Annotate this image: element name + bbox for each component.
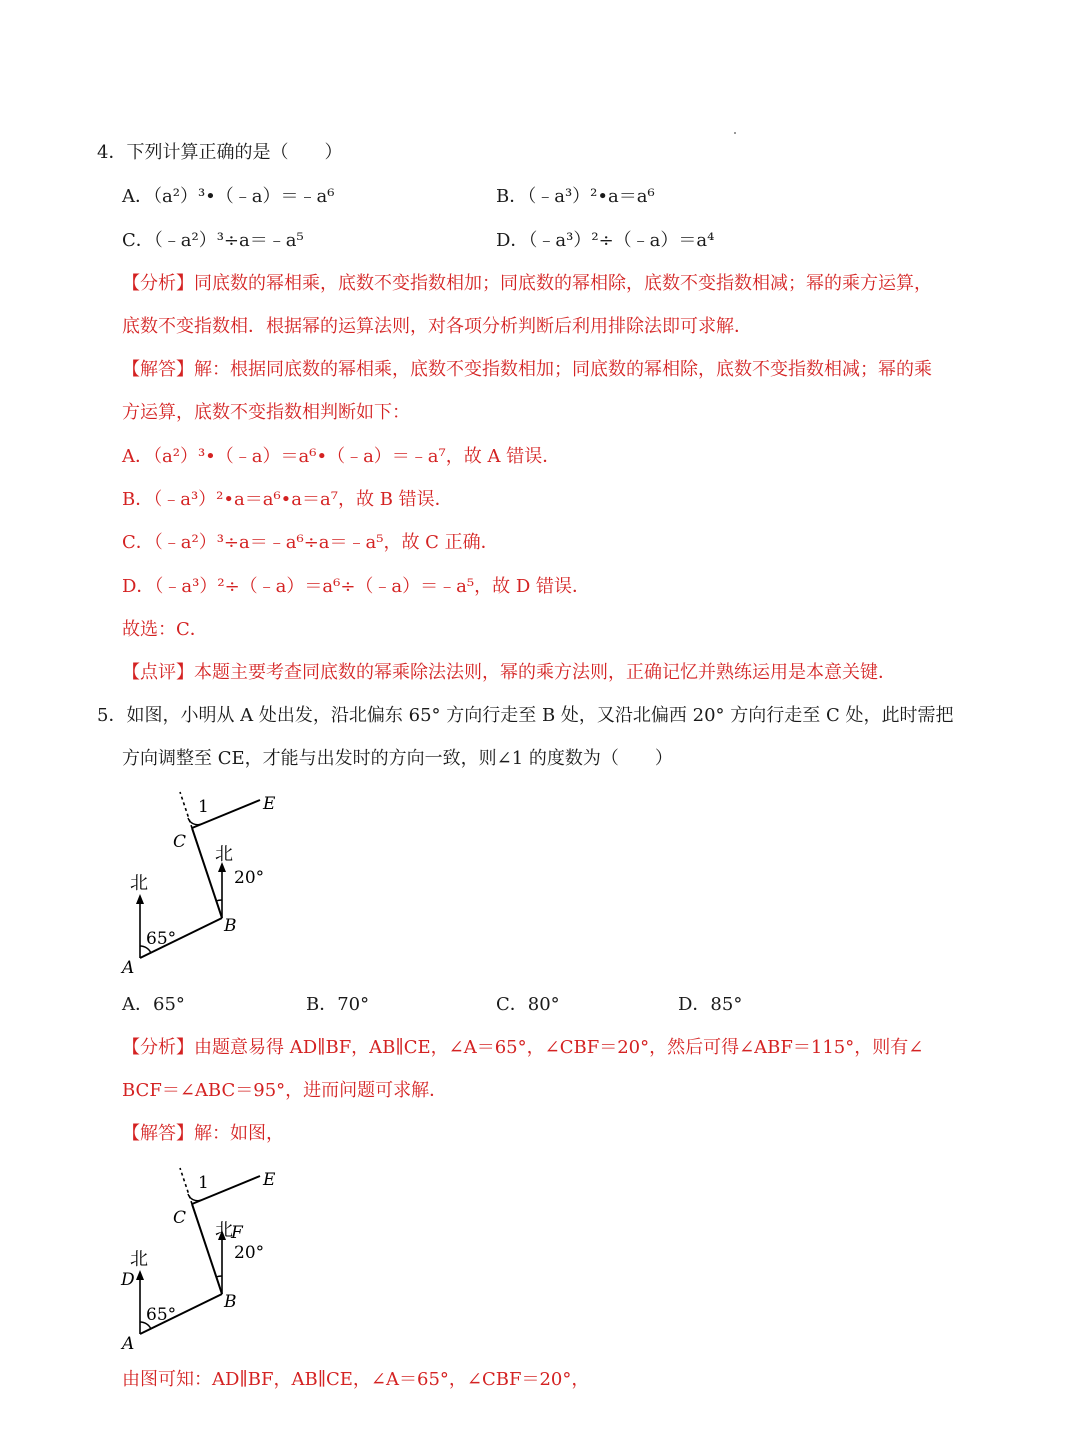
q4-step-d: D．（﹣a³）²÷（﹣a）＝a⁶÷（﹣a）＝﹣a⁵，故 D 错误．	[122, 576, 590, 597]
label-north-b: 北	[215, 1220, 233, 1241]
label-angle-20: 20°	[234, 868, 265, 888]
label-north-a: 北	[130, 873, 148, 894]
label-angle-65: 65°	[146, 1305, 177, 1325]
q4-answer-line-2: 方运算，底数不变指数相判断如下：	[122, 402, 410, 423]
label-point-b: B	[224, 916, 237, 936]
label-point-f: F	[231, 1223, 243, 1243]
q5-option-a: A．65°	[122, 994, 185, 1015]
q5-option-c: C．80°	[496, 994, 560, 1015]
dashed-extension	[180, 792, 192, 828]
q4-step-b: B．（﹣a³）²•a＝a⁶•a＝a⁷，故 B 错误．	[122, 489, 453, 510]
dashed-extension	[180, 1168, 192, 1204]
angle-arc-1	[188, 1194, 201, 1201]
angle-arc-1	[188, 818, 201, 825]
q5-answer-line-1: 【解答】解：如图，	[122, 1123, 284, 1144]
label-point-d: D	[121, 1270, 135, 1290]
q4-option-c: C．（﹣a²）³÷a＝﹣a⁵	[122, 230, 304, 251]
q4-analysis-line-1: 【分析】同底数的幂相乘，底数不变指数相加；同底数的幂相除，底数不变指数相减；幂的乘方运算，	[122, 273, 932, 294]
label-point-e: E	[263, 794, 276, 814]
q4-answer-line-1: 【解答】解：根据同底数的幂相乘，底数不变指数相加；同底数的幂相除，底数不变指数相减；幂的乘	[122, 359, 932, 380]
q5-analysis-line-2: BCF＝∠ABC＝95°，进而问题可求解．	[122, 1080, 448, 1101]
q4-option-d: D．（﹣a³）²÷（﹣a）＝a⁴	[496, 230, 715, 251]
q5-figure	[110, 780, 310, 980]
label-angle-1: 1	[198, 797, 209, 817]
segment-bc	[192, 828, 222, 918]
segment-bc	[192, 1204, 222, 1294]
q5-analysis-line-1: 【分析】由题意易得 AD∥BF，AB∥CE，∠A＝65°，∠CBF＝20°，然后可得∠ABF＝115°，则有∠	[122, 1037, 924, 1058]
scan-speck	[734, 132, 736, 134]
q4-choice: 故选：C．	[122, 619, 208, 640]
north-arrowhead-ad	[136, 1270, 144, 1280]
q4-option-b: B．（﹣a³）²•a＝a⁶	[496, 186, 655, 207]
label-angle-65: 65°	[146, 929, 177, 949]
label-point-e: E	[263, 1170, 276, 1190]
q4-step-a: A．（a²）³•（﹣a）＝a⁶•（﹣a）＝﹣a⁷，故 A 错误．	[122, 446, 561, 467]
angle-arc-b	[216, 900, 222, 901]
q4-comment: 【点评】本题主要考查同底数的幂乘除法法则，幂的乘方法则，正确记忆并熟练运用是本意关键．	[122, 662, 896, 683]
q5-option-d: D．85°	[678, 994, 743, 1015]
q4-stem: 4．下列计算正确的是（ ）	[97, 142, 343, 163]
label-north-b: 北	[215, 844, 233, 865]
label-angle-1: 1	[198, 1173, 209, 1193]
label-point-c: C	[173, 832, 187, 852]
angle-arc-b	[216, 1276, 222, 1277]
label-north-a: 北	[130, 1249, 148, 1270]
q5-solution-figure	[110, 1156, 310, 1356]
q5-stem-line-2: 方向调整至 CE，才能与出发时的方向一致，则∠1 的度数为（ ）	[122, 748, 673, 769]
q4-analysis-line-2: 底数不变指数相．根据幂的运算法则，对各项分析判断后利用排除法即可求解．	[122, 316, 752, 337]
label-point-b: B	[224, 1292, 237, 1312]
q4-option-a: A．（a²）³•（﹣a）＝﹣a⁶	[122, 186, 335, 207]
label-point-a: A	[122, 958, 135, 978]
north-arrowhead-a	[136, 894, 144, 904]
q4-step-c: C．（﹣a²）³÷a＝﹣a⁶÷a＝﹣a⁵，故 C 正确．	[122, 532, 499, 553]
q5-answer-line-2: 由图可知：AD∥BF，AB∥CE，∠A＝65°，∠CBF＝20°，	[122, 1369, 590, 1390]
q5-option-b: B．70°	[306, 994, 370, 1015]
q5-stem-line-1: 5．如图，小明从 A 处出发，沿北偏东 65° 方向行走至 B 处，又沿北偏西 20° 方向行走至 C 处，此时需把	[97, 705, 954, 726]
label-point-c: C	[173, 1208, 187, 1228]
label-point-a: A	[122, 1334, 135, 1354]
label-angle-20: 20°	[234, 1243, 265, 1263]
